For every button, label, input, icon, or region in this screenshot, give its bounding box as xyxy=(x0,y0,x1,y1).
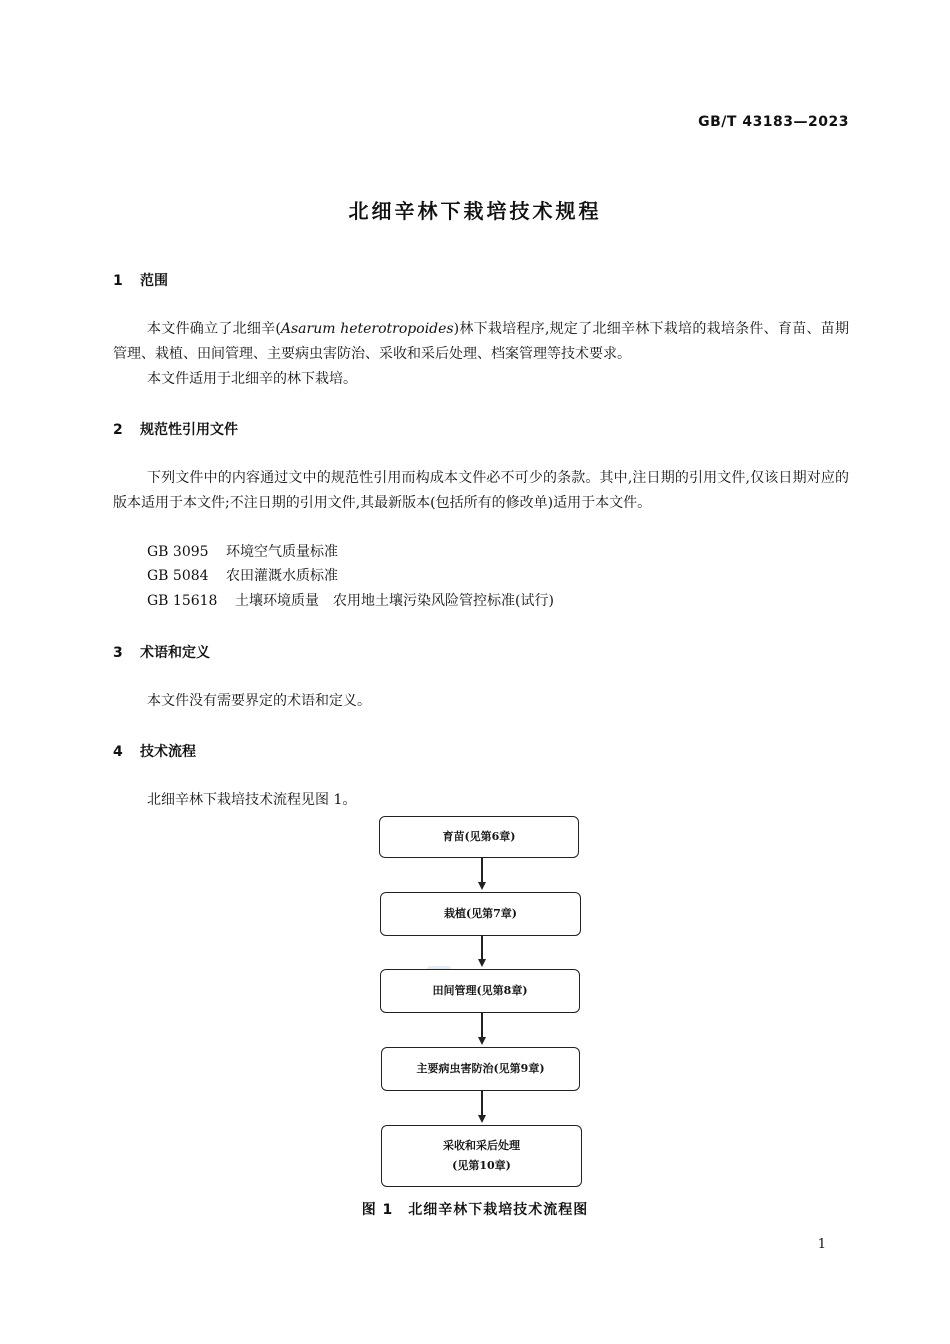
document-title: 北细辛林下栽培技术规程 xyxy=(348,199,602,223)
flow-step xyxy=(380,969,580,1013)
scope-text-prefix: 本文件确立了北细辛( xyxy=(147,321,281,337)
figure-caption: 图 1 北细辛林下栽培技术流程图 xyxy=(361,1202,589,1218)
flow-step xyxy=(380,892,581,936)
flow-arrow-line xyxy=(481,1091,483,1115)
section-number: 2 xyxy=(113,422,123,438)
section-4-paragraph-1: 北细辛林下栽培技术流程见图 1。 xyxy=(147,792,357,808)
reference-item xyxy=(147,540,338,565)
flow-step xyxy=(379,816,579,858)
flow-step xyxy=(381,1125,582,1187)
flow-step-label: 栽植(见第7章) xyxy=(443,907,518,920)
latin-name: Asarum heterotropoides xyxy=(280,321,454,337)
reference-code: GB 15618 xyxy=(147,593,218,609)
flow-step-label: 采收和采后处理 xyxy=(443,1139,520,1152)
reference-name: 环境空气质量标准 xyxy=(226,544,338,560)
arrow-down-icon xyxy=(478,882,486,890)
flow-step-label: 主要病虫害防治(见第9章) xyxy=(416,1062,545,1075)
flow-arrow-line xyxy=(481,936,483,959)
section-1-paragraph-2: 本文件适用于北细辛的林下栽培。 xyxy=(147,371,357,387)
reference-name: 土壤环境质量 农用地土壤污染风险管控标准(试行) xyxy=(235,593,554,609)
section-number: 1 xyxy=(113,273,123,289)
flow-step xyxy=(381,1047,580,1091)
section-1-paragraph-1 xyxy=(113,317,849,366)
arrow-down-icon xyxy=(478,959,486,967)
section-4-heading xyxy=(113,741,196,761)
reference-name: 农田灌溉水质标准 xyxy=(226,568,338,584)
section-1-heading xyxy=(113,270,168,290)
reference-item xyxy=(147,589,554,614)
reference-code: GB 5084 xyxy=(147,568,209,584)
section-number: 4 xyxy=(113,744,123,760)
scope-text-suffix: )林下栽培程序,规定了北细辛林下栽培的栽培条件、育苗、苗期管理、栽植、田间管理、主要病虫害防治、采收和采后处理、档案管理等技术要求。 xyxy=(113,321,849,362)
section-3-paragraph-1: 本文件没有需要界定的术语和定义。 xyxy=(147,693,371,709)
flow-arrow-line xyxy=(481,1013,483,1037)
section-number: 3 xyxy=(113,645,123,661)
section-title: 技术流程 xyxy=(140,744,196,760)
flow-step-sublabel: (见第10章) xyxy=(452,1159,511,1172)
section-2-heading xyxy=(113,419,238,439)
section-title: 规范性引用文件 xyxy=(140,422,238,438)
standard-number: GB/T 43183—2023 xyxy=(698,114,849,130)
section-title: 术语和定义 xyxy=(140,645,210,661)
arrow-down-icon xyxy=(478,1037,486,1045)
section-3-heading xyxy=(113,642,210,662)
flow-step-label: 育苗(见第6章) xyxy=(442,830,516,843)
section-2-paragraph-1: 下列文件中的内容通过文中的规范性引用而构成本文件必不可少的条款。其中,注日期的引用文件,仅该日期对应的版本适用于本文件;不注日期的引用文件,其最新版本(包括所有的修改单)适用于本文件。 xyxy=(113,470,849,511)
arrow-down-icon xyxy=(478,1115,486,1123)
section-title: 范围 xyxy=(140,273,168,289)
page-number: 1 xyxy=(817,1237,826,1252)
flow-step-label: 田间管理(见第8章) xyxy=(432,984,528,997)
flow-arrow-line xyxy=(481,858,483,882)
reference-code: GB 3095 xyxy=(147,544,209,560)
reference-item xyxy=(147,564,338,589)
